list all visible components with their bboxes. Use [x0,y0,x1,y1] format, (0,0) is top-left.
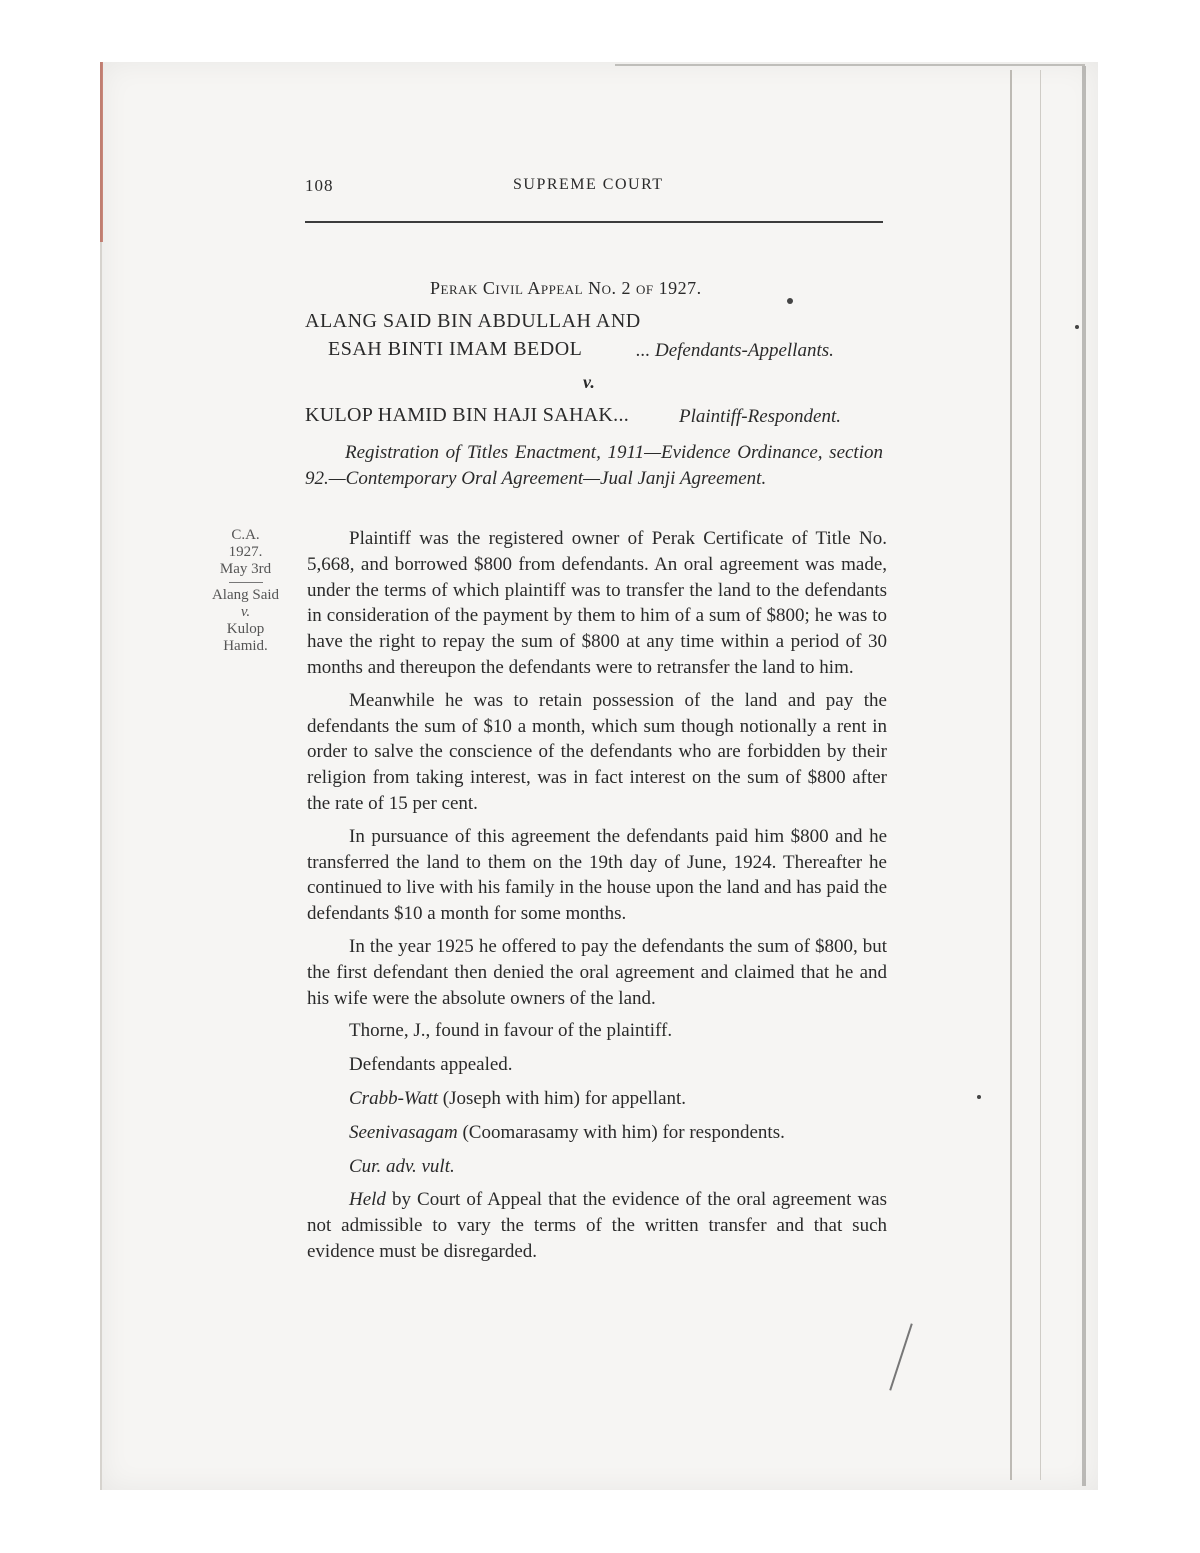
case-title: Perak Civil Appeal No. 2 of 1927. [430,278,702,298]
margin-party-b-2: Hamid. [223,638,268,654]
margin-citation: C.A. [231,527,260,543]
judgment-body [307,526,887,1272]
margin-note [198,527,293,655]
appellant-line-2: ESAH BINTI IMAM BEDOL [328,338,583,360]
counsel-respondent [307,1120,887,1146]
cur-adv-vult [307,1154,887,1180]
versus-mark: v. [583,372,595,392]
holding-text: by Court of Appeal that the evidence of the oral agreement was not admissible to vary the terms of the written transfer and that such evidence must be disregarded. [307,1189,887,1262]
margin-date: May 3rd [219,561,272,577]
page-edge-mark [100,62,103,242]
counsel-appellant [307,1086,887,1112]
appellant-role: ... Defendants-Appellants. [636,340,834,361]
headnote: Registration of Titles Enactment, 1911—Evidence Ordinance, section 92.—Contemporary Oral Agreement—Jual Janji Agreement. [305,442,883,489]
margin-party-a: Alang Said [211,587,280,603]
cur-adv-vult-text: Cur. adv. vult. [349,1155,455,1177]
margin-versus: v. [240,604,251,620]
respondent-role: Plaintiff-Respondent. [679,406,842,427]
margin-year: 1927. [228,544,263,560]
page-number: 108 [305,176,334,195]
book-spine-edge [1082,66,1086,1486]
page-fold-line [1010,70,1012,1480]
counsel-appellant-text: (Joseph with him) for appellant. [438,1087,687,1109]
court-name: SUPREME COURT [513,176,664,193]
paragraph-5: Thorne, J., found in favour of the plaintiff. [349,1020,673,1042]
ink-speck-2 [1075,325,1079,329]
counsel-respondent-text: (Coomarasamy with him) for respondents. [457,1121,785,1143]
paragraph-3: In pursuance of this agreement the defendants paid him $800 and he transferred the land to them on the 19th day of June, 1924. Thereafter he continued to live with his family in the house upon the land and has paid the defendants $10 a month for some months. [307,825,887,925]
paragraph-2: Meanwhile he was to retain possession of the land and pay the defendants the sum of $10 a month, which sum though notionally a rent in order to salve the conscience of the defendants who are forbidden by their religion from taking interest, was in fact interest on the sum of $800 after the rate of 15 per cent. [307,689,887,814]
page-top-edge [615,64,1085,66]
holding-lead: Held [349,1189,386,1211]
margin-divider [229,582,263,583]
margin-party-b-1: Kulop [226,621,265,637]
appellant-line-1: ALANG SAID BIN ABDULLAH AND [305,310,641,332]
page-fold-line-2 [1040,70,1041,1480]
counsel-respondent-name: Seenivasagam [349,1121,458,1143]
header-rule [305,221,883,223]
ink-speck-3 [977,1095,981,1099]
paragraph-1: Plaintiff was the registered owner of Perak Certificate of Title No. 5,668, and borrowed $800 from defendants. An oral agreement was made, under the terms of which plaintiff was to transfer the land to the defendants in consideration of the payment by them to him of a sum of $800; he was to have the right to repay the sum of $800 at any time within a period of 30 months and thereupon the defendants were to retransfer the land to him. [307,528,887,678]
counsel-appellant-name: Crabb-Watt [349,1087,439,1109]
respondent-name: KULOP HAMID BIN HAJI SAHAK... [305,404,630,426]
ink-speck [787,298,793,304]
holding-paragraph [307,1187,887,1264]
paragraph-6: Defendants appealed. [349,1054,513,1076]
paragraph-4: In the year 1925 he offered to pay the defendants the sum of $800, but the first defendant then denied the oral agreement and claimed that he and his wife were the absolute owners of the land. [307,935,887,1009]
